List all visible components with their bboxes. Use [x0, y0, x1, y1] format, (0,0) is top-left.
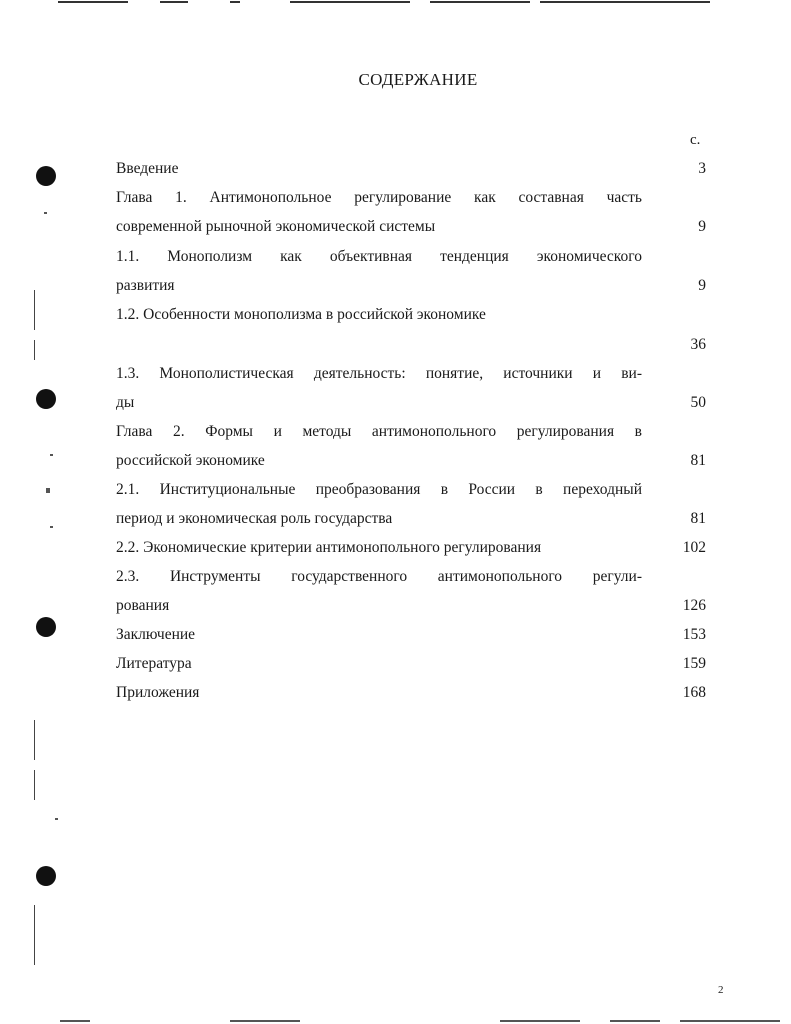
- toc-entry-text: 1.2. Особенности монополизма в российской экономике: [116, 306, 486, 323]
- toc-entry-page: 50: [690, 394, 706, 411]
- punch-hole: [36, 866, 56, 886]
- toc-entry: [116, 596, 706, 616]
- toc-entry-text: 2.3. Инструменты государственного антимонопольного регули-: [116, 568, 642, 585]
- toc-entry-page: 3: [698, 160, 706, 177]
- toc-entry: [116, 451, 706, 471]
- toc-entry: [116, 276, 706, 296]
- toc-entry-text: период и экономическая роль государства: [116, 510, 393, 527]
- toc-entry-page: 153: [682, 626, 706, 643]
- toc-entry: [116, 188, 706, 208]
- toc-entry-text: 1.3. Монополистическая деятельность: понятие, источники и ви-: [116, 365, 642, 382]
- toc-entry: [116, 538, 706, 558]
- toc-entry-page: 81: [690, 452, 706, 469]
- scan-edge-top: [0, 0, 791, 6]
- scan-speck: [46, 488, 50, 493]
- scan-edge-line: [34, 290, 35, 330]
- toc-entry: [116, 422, 706, 442]
- toc-entry-page: 9: [698, 218, 706, 235]
- toc-entry-text: Литература: [116, 655, 192, 672]
- toc-entry: [116, 654, 706, 674]
- scan-edge-line: [34, 720, 35, 760]
- scan-speck: [55, 818, 58, 820]
- toc-entry-page: 102: [682, 539, 706, 556]
- toc-entry-page: 9: [698, 277, 706, 294]
- toc-entry: [116, 567, 706, 587]
- toc-entry: [116, 480, 706, 500]
- toc-entry-text: 1.1. Монополизм как объективная тенденция экономического: [116, 248, 642, 265]
- toc-entry-text: развития: [116, 277, 175, 294]
- toc-entry: [116, 683, 706, 703]
- scan-edge-line: [34, 770, 35, 800]
- toc-entry-text: современной рыночной экономической системы: [116, 218, 436, 235]
- toc-entry-page: 168: [682, 684, 706, 701]
- page-number: 2: [718, 984, 724, 996]
- toc-entry-page: 126: [682, 597, 706, 614]
- page-column-label: с.: [690, 132, 701, 148]
- toc-entry: [116, 247, 706, 267]
- punch-hole: [36, 166, 56, 186]
- toc-entry-page: 36: [690, 336, 706, 353]
- toc-entry: [116, 159, 706, 179]
- toc-entry: [116, 393, 706, 413]
- page-title: СОДЕРЖАНИЕ: [358, 70, 478, 89]
- toc-entry-text: Заключение: [116, 626, 196, 643]
- toc-entry: [116, 305, 706, 325]
- scan-edge-line: [34, 340, 35, 360]
- scan-speck: [44, 212, 47, 214]
- toc-entry: [116, 217, 706, 237]
- toc-entry-page: 81: [690, 510, 706, 527]
- toc-entry-text: российской экономике: [116, 452, 265, 469]
- toc-entry-text: Введение: [116, 160, 179, 177]
- toc-entry: [116, 509, 706, 529]
- toc-entry-page: 159: [682, 655, 706, 672]
- scan-speck: [50, 454, 53, 456]
- scan-edge-line: [34, 905, 35, 965]
- toc-entry: [116, 364, 706, 384]
- punch-hole: [36, 617, 56, 637]
- toc-entry: [116, 625, 706, 645]
- toc-entry-text: рования: [116, 597, 170, 614]
- toc-entry-text: 2.1. Институциональные преобразования в России в переходный: [116, 481, 642, 498]
- toc-entry-text: Глава 1. Антимонопольное регулирование как составная часть: [116, 189, 642, 206]
- toc-entry-text: Приложения: [116, 684, 200, 701]
- toc-entry-text: 2.2. Экономические критерии антимонопольного регулирования: [116, 539, 542, 556]
- scan-speck: [50, 526, 53, 528]
- toc-entry-text: ды: [116, 394, 135, 411]
- toc-entry-text: Глава 2. Формы и методы антимонопольного регулирования в: [116, 423, 642, 440]
- punch-hole: [36, 389, 56, 409]
